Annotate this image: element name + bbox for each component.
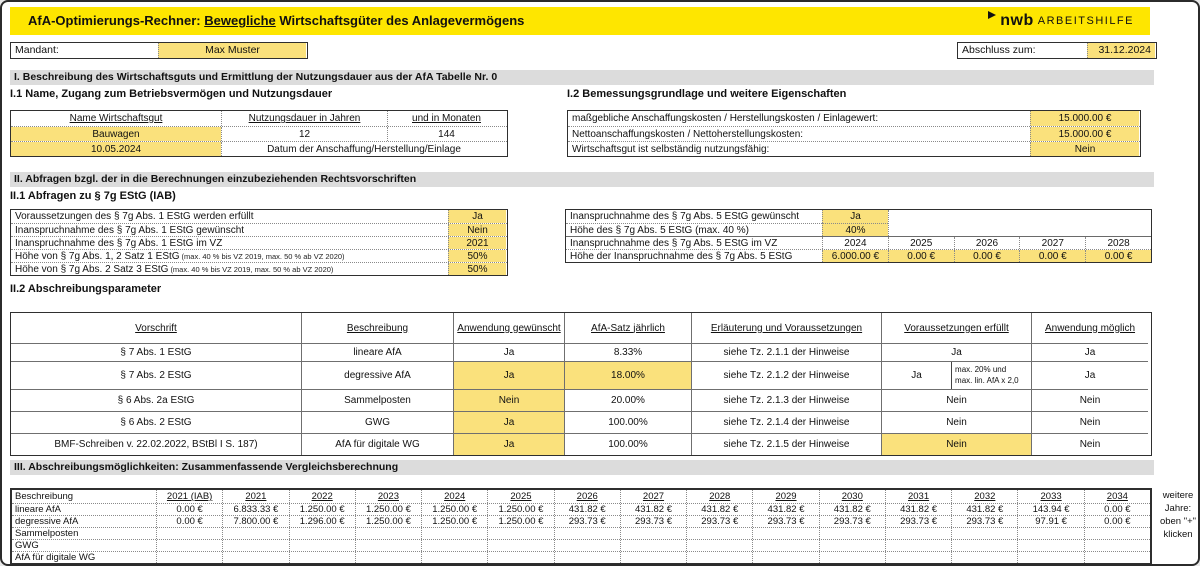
acquisition-date-label: Datum der Anschaffung/Herstellung/Einlage bbox=[221, 142, 506, 156]
table-row-lineare-afa bbox=[12, 503, 1150, 515]
value-cell bbox=[620, 540, 686, 551]
value-cell: 431.82 € bbox=[620, 504, 686, 515]
value-cell bbox=[222, 552, 288, 563]
value-cell bbox=[421, 528, 487, 539]
title-underlined-word: Bewegliche bbox=[204, 13, 276, 28]
amount-cell[interactable]: 0.00 € bbox=[1085, 250, 1151, 262]
year-cell: 2028 bbox=[1085, 237, 1151, 249]
value-cell: 1.250.00 € bbox=[289, 504, 355, 515]
net-cost-value-input[interactable]: 15.000.00 € bbox=[1030, 127, 1139, 141]
iab-abs5-table bbox=[565, 209, 1152, 263]
value-cell: 293.73 € bbox=[554, 516, 620, 527]
section2-2-heading: II.2 Abschreibungsparameter bbox=[10, 283, 162, 295]
value-cell bbox=[752, 528, 818, 539]
abs2-satz3-hoehe-input[interactable]: 50% bbox=[448, 263, 506, 275]
anwendung-input[interactable]: Ja bbox=[453, 361, 564, 389]
row-label: Inanspruchnahme des § 7g Abs. 1 EStG gewünscht bbox=[15, 224, 245, 236]
year-header-cell: 2030 bbox=[819, 490, 885, 503]
value-cell: 293.73 € bbox=[951, 516, 1017, 527]
row-label: Inanspruchnahme des § 7g Abs. 5 EStG im VZ bbox=[570, 237, 778, 249]
col-header-anwendung-gewuenscht: Anwendung gewünscht bbox=[453, 313, 564, 343]
row-label: Sammelposten bbox=[15, 528, 79, 539]
value-cell bbox=[1017, 552, 1083, 563]
value-cell bbox=[686, 540, 752, 551]
beschreibung-cell: degressive AfA bbox=[301, 361, 453, 389]
satz-cell: 100.00% bbox=[564, 411, 691, 433]
moeglich-cell: Nein bbox=[1031, 433, 1148, 455]
col-header-beschreibung: Beschreibung bbox=[15, 491, 74, 502]
amount-cell[interactable]: 0.00 € bbox=[954, 250, 1020, 262]
year-header-cell: 2033 bbox=[1017, 490, 1083, 503]
value-cell bbox=[156, 552, 222, 563]
row-label: degressive AfA bbox=[15, 516, 79, 527]
value-cell bbox=[752, 552, 818, 563]
erlaeuterung-cell: siehe Tz. 2.1.4 der Hinweise bbox=[691, 411, 881, 433]
iab-abs1-table bbox=[10, 209, 508, 276]
satz-cell: 100.00% bbox=[564, 433, 691, 455]
moeglich-cell: Ja bbox=[1031, 361, 1148, 389]
asset-name-input[interactable]: Bauwagen bbox=[11, 127, 221, 141]
comparison-header-row bbox=[12, 490, 1150, 503]
value-cell bbox=[686, 528, 752, 539]
year-header-cell: 2022 bbox=[289, 490, 355, 503]
abs5-amount-row bbox=[566, 249, 1151, 262]
value-cell: 1.250.00 € bbox=[487, 516, 553, 527]
value-cell bbox=[951, 552, 1017, 563]
col-header-afa-satz: AfA-Satz jährlich bbox=[564, 313, 691, 343]
moeglich-cell: Nein bbox=[1031, 389, 1148, 411]
empty-area bbox=[888, 210, 1151, 236]
value-cell: 1.250.00 € bbox=[355, 516, 421, 527]
erlaeuterung-cell: siehe Tz. 2.1.2 der Hinweise bbox=[691, 361, 881, 389]
row-label: GWG bbox=[15, 540, 39, 551]
value-cell: 6.833.33 € bbox=[222, 504, 288, 515]
value-cell bbox=[686, 552, 752, 563]
table-row-afa-digitale-wg bbox=[12, 551, 1150, 563]
year-cell: 2027 bbox=[1019, 237, 1085, 249]
row-label: Höhe des § 7g Abs. 5 EStG (max. 40 %) bbox=[566, 223, 822, 236]
value-cell bbox=[156, 528, 222, 539]
value-cell: 431.82 € bbox=[819, 504, 885, 515]
erlaeuterung-cell: siehe Tz. 2.1.3 der Hinweise bbox=[691, 389, 881, 411]
value-cell bbox=[421, 552, 487, 563]
value-cell bbox=[355, 552, 421, 563]
section3-bar: III. Abschreibungsmöglichkeiten: Zusammenfassende Vergleichsberechnung bbox=[10, 460, 1154, 475]
amount-cell[interactable]: 0.00 € bbox=[888, 250, 954, 262]
year-cell: 2025 bbox=[888, 237, 954, 249]
mandant-input[interactable]: Max Muster bbox=[158, 43, 306, 58]
table-row-sammelposten bbox=[12, 527, 1150, 539]
value-cell bbox=[951, 540, 1017, 551]
col-header-name: Name Wirtschaftsgut bbox=[69, 113, 163, 124]
weitere-jahre-note bbox=[1156, 489, 1200, 541]
value-cell: 97.91 € bbox=[1017, 516, 1083, 527]
value-cell bbox=[885, 540, 951, 551]
section1-bar: I. Beschreibung des Wirtschaftsguts und Ermittlung der Nutzungsdauer aus der AfA Tabelle Nr. 0 bbox=[10, 70, 1154, 85]
value-cell: 143.94 € bbox=[1017, 504, 1083, 515]
erfuellt-note: max. 20% und max. lin. AfA x 2,0 bbox=[951, 362, 1031, 389]
row-label: AfA für digitale WG bbox=[15, 552, 96, 563]
abs1-gewuenscht-input[interactable]: Nein bbox=[448, 224, 506, 236]
erfuellt-cell: Ja bbox=[881, 343, 1031, 361]
title-bar bbox=[10, 7, 1150, 35]
value-cell bbox=[1084, 528, 1150, 539]
year-header-cell: 2031 bbox=[885, 490, 951, 503]
moeglich-cell: Nein bbox=[1031, 411, 1148, 433]
section2-1-heading: II.1 Abfragen zu § 7g EStG (IAB) bbox=[10, 190, 176, 202]
value-cell bbox=[487, 552, 553, 563]
row-label: Wirtschaftsgut ist selbständig nutzungsfähig: bbox=[572, 143, 770, 155]
value-cell: 293.73 € bbox=[686, 516, 752, 527]
nwb-brand-text: nwb bbox=[1000, 12, 1034, 29]
value-cell: 0.00 € bbox=[156, 516, 222, 527]
useful-life-months: 144 bbox=[387, 127, 505, 141]
row-label: Nettoanschaffungskosten / Nettoherstellungskosten: bbox=[572, 128, 804, 140]
moeglich-cell: Ja bbox=[1031, 343, 1148, 361]
beschreibung-cell: lineare AfA bbox=[301, 343, 453, 361]
value-cell: 0.00 € bbox=[1084, 516, 1150, 527]
year-header-cell: 2026 bbox=[554, 490, 620, 503]
value-cell: 1.296.00 € bbox=[289, 516, 355, 527]
value-cell bbox=[355, 540, 421, 551]
value-cell: 0.00 € bbox=[1084, 504, 1150, 515]
value-cell: 431.82 € bbox=[951, 504, 1017, 515]
value-cell bbox=[554, 540, 620, 551]
erfuellt-cell: Nein bbox=[881, 389, 1031, 411]
value-cell bbox=[885, 528, 951, 539]
value-cell bbox=[951, 528, 1017, 539]
value-cell: 1.250.00 € bbox=[421, 504, 487, 515]
value-cell bbox=[620, 552, 686, 563]
title-prefix: AfA-Optimierungs-Rechner: bbox=[28, 13, 205, 28]
row-label: Höhe von § 7g Abs. 1, 2 Satz 1 EStG (max. 40 % bis VZ 2019, max. 50 % ab VZ 2020) bbox=[15, 250, 345, 262]
vorschrift-cell: BMF-Schreiben v. 22.02.2022, BStBl I S. 187) bbox=[11, 433, 301, 455]
col-header-months: und in Monaten bbox=[387, 111, 505, 126]
erfuellt-value: Ja bbox=[911, 370, 922, 381]
acquisition-date-input[interactable]: 10.05.2024 bbox=[11, 142, 221, 156]
anwendung-input[interactable]: Nein bbox=[453, 389, 564, 411]
value-cell bbox=[421, 540, 487, 551]
value-cell bbox=[487, 540, 553, 551]
col-header-voraussetzungen-erfuellt: Voraussetzungen erfüllt bbox=[881, 313, 1031, 343]
value-cell: 431.82 € bbox=[554, 504, 620, 515]
row-label: Inanspruchnahme des § 7g Abs. 5 EStG gewünscht bbox=[570, 211, 800, 222]
year-header-cell: 2028 bbox=[686, 490, 752, 503]
value-cell bbox=[289, 552, 355, 563]
abs1-satz1-hoehe-input[interactable]: 50% bbox=[448, 250, 506, 262]
comparison-table bbox=[10, 488, 1152, 565]
col-header-vorschrift: Vorschrift bbox=[135, 322, 177, 334]
anwendung-cell: Ja bbox=[453, 343, 564, 361]
year-header-cell: 2034 bbox=[1084, 490, 1150, 503]
row-label: Höhe von § 7g Abs. 2 Satz 3 EStG (max. 40 % bis VZ 2019, max. 50 % ab VZ 2020) bbox=[15, 263, 334, 275]
beschreibung-cell: GWG bbox=[301, 411, 453, 433]
title-suffix: Wirtschaftsgüter des Anlagevermögens bbox=[275, 13, 525, 28]
value-cell: 1.250.00 € bbox=[487, 504, 553, 515]
row-label: Voraussetzungen des § 7g Abs. 1 EStG werden erfüllt bbox=[15, 211, 254, 222]
erlaeuterung-cell: siehe Tz. 2.1.1 der Hinweise bbox=[691, 343, 881, 361]
value-cell bbox=[156, 540, 222, 551]
year-header-cell: 2027 bbox=[620, 490, 686, 503]
year-header-cell: 2029 bbox=[752, 490, 818, 503]
value-cell bbox=[1084, 540, 1150, 551]
value-cell: 1.250.00 € bbox=[355, 504, 421, 515]
value-cell bbox=[355, 528, 421, 539]
value-cell bbox=[222, 540, 288, 551]
note-line: Jahre: bbox=[1164, 503, 1192, 514]
note-line: weitere bbox=[1162, 490, 1194, 501]
cost-basis-table bbox=[567, 110, 1141, 157]
year-header-cell: 2032 bbox=[951, 490, 1017, 503]
value-cell: 293.73 € bbox=[752, 516, 818, 527]
value-cell: 431.82 € bbox=[752, 504, 818, 515]
value-cell bbox=[289, 540, 355, 551]
page-title bbox=[28, 7, 524, 35]
abschluss-date-input[interactable]: 31.12.2024 bbox=[1087, 43, 1155, 58]
year-cell: 2026 bbox=[954, 237, 1020, 249]
year-header-cell: 2024 bbox=[421, 490, 487, 503]
value-cell bbox=[289, 528, 355, 539]
abschluss-box bbox=[957, 42, 1157, 59]
asset-table bbox=[10, 110, 508, 157]
value-cell bbox=[620, 528, 686, 539]
value-cell: 293.73 € bbox=[620, 516, 686, 527]
value-cell bbox=[554, 552, 620, 563]
value-cell bbox=[222, 528, 288, 539]
value-cell bbox=[1084, 552, 1150, 563]
nwb-logo bbox=[988, 7, 1134, 35]
col-header-years: Nutzungsdauer in Jahren bbox=[221, 111, 387, 126]
abs5-hoehe-input[interactable]: 40% bbox=[822, 223, 888, 236]
nwb-arbeitshilfe-text: ARBEITSHILFE bbox=[1037, 15, 1134, 27]
satz-cell: 8.33% bbox=[564, 343, 691, 361]
section2-bar: II. Abfragen bzgl. der in die Berechnungen einzubeziehenden Rechtsvorschriften bbox=[10, 172, 1154, 187]
col-header-anwendung-moeglich: Anwendung möglich bbox=[1031, 313, 1148, 343]
anwendung-input[interactable]: Ja bbox=[453, 433, 564, 455]
value-cell bbox=[819, 528, 885, 539]
vorschrift-cell: § 6 Abs. 2 EStG bbox=[11, 411, 301, 433]
table-row-degressive-afa bbox=[12, 515, 1150, 527]
erlaeuterung-cell: siehe Tz. 2.1.5 der Hinweise bbox=[691, 433, 881, 455]
standalone-usable-input[interactable]: Nein bbox=[1030, 142, 1139, 156]
mandant-label: Mandant: bbox=[15, 44, 59, 56]
note-line: oben "+" bbox=[1159, 516, 1197, 527]
value-cell bbox=[819, 540, 885, 551]
value-cell bbox=[819, 552, 885, 563]
amount-cell[interactable]: 6.000.00 € bbox=[822, 250, 888, 262]
abs5-vz-row bbox=[566, 236, 1151, 249]
depreciation-parameters-table bbox=[10, 312, 1152, 456]
value-cell bbox=[752, 540, 818, 551]
erfuellt-cell bbox=[881, 361, 1031, 389]
value-cell: 293.73 € bbox=[885, 516, 951, 527]
col-header-erlaeuterung: Erläuterung und Voraussetzungen bbox=[691, 313, 881, 343]
value-cell bbox=[885, 552, 951, 563]
abs1-vz-input[interactable]: 2021 bbox=[448, 237, 506, 249]
erfuellt-cell[interactable]: Nein bbox=[881, 433, 1031, 455]
abschluss-label: Abschluss zum: bbox=[962, 44, 1036, 56]
value-cell: 7.800.00 € bbox=[222, 516, 288, 527]
year-cell: 2024 bbox=[822, 237, 888, 249]
note-line: klicken bbox=[1163, 529, 1193, 540]
col-header-beschreibung: Beschreibung bbox=[301, 313, 453, 343]
year-header-cell: 2021 (IAB) bbox=[156, 490, 222, 503]
satz-input[interactable]: 18.00% bbox=[564, 361, 691, 389]
anwendung-input[interactable]: Ja bbox=[453, 411, 564, 433]
value-cell bbox=[487, 528, 553, 539]
vorschrift-cell: § 7 Abs. 2 EStG bbox=[11, 361, 301, 389]
row-label: Höhe der Inanspruchnahme des § 7g Abs. 5 EStG bbox=[570, 250, 793, 262]
abs1-erfuellt-input[interactable]: Ja bbox=[448, 210, 506, 223]
amount-cell[interactable]: 0.00 € bbox=[1019, 250, 1085, 262]
value-cell: 431.82 € bbox=[686, 504, 752, 515]
row-label: lineare AfA bbox=[15, 504, 61, 515]
value-cell bbox=[1017, 528, 1083, 539]
useful-life-years: 12 bbox=[221, 127, 387, 141]
row-label: maßgebliche Anschaffungskosten / Herstellungskosten / Einlagewert: bbox=[572, 113, 879, 124]
value-cell: 0.00 € bbox=[156, 504, 222, 515]
value-cell bbox=[1017, 540, 1083, 551]
beschreibung-cell: AfA für digitale WG bbox=[301, 433, 453, 455]
value-cell: 1.250.00 € bbox=[421, 516, 487, 527]
nwb-flag-icon bbox=[988, 11, 996, 19]
row-label: Inanspruchnahme des § 7g Abs. 1 EStG im VZ bbox=[15, 237, 223, 249]
beschreibung-cell: Sammelposten bbox=[301, 389, 453, 411]
abs5-gewuenscht-input[interactable]: Ja bbox=[822, 210, 888, 223]
value-cell bbox=[554, 528, 620, 539]
value-cell: 431.82 € bbox=[885, 504, 951, 515]
section1-2-heading: I.2 Bemessungsgrundlage und weitere Eigenschaften bbox=[567, 88, 847, 100]
year-header-cell: 2021 bbox=[222, 490, 288, 503]
satz-cell: 20.00% bbox=[564, 389, 691, 411]
vorschrift-cell: § 6 Abs. 2a EStG bbox=[11, 389, 301, 411]
year-header-cell: 2025 bbox=[487, 490, 553, 503]
erfuellt-cell: Nein bbox=[881, 411, 1031, 433]
year-header-cell: 2023 bbox=[355, 490, 421, 503]
cost-value-input[interactable]: 15.000.00 € bbox=[1030, 111, 1139, 126]
vorschrift-cell: § 7 Abs. 1 EStG bbox=[11, 343, 301, 361]
value-cell: 293.73 € bbox=[819, 516, 885, 527]
table-row-gwg bbox=[12, 539, 1150, 551]
section1-1-heading: I.1 Name, Zugang zum Betriebsvermögen und Nutzungsdauer bbox=[10, 88, 333, 100]
mandant-box bbox=[10, 42, 308, 59]
